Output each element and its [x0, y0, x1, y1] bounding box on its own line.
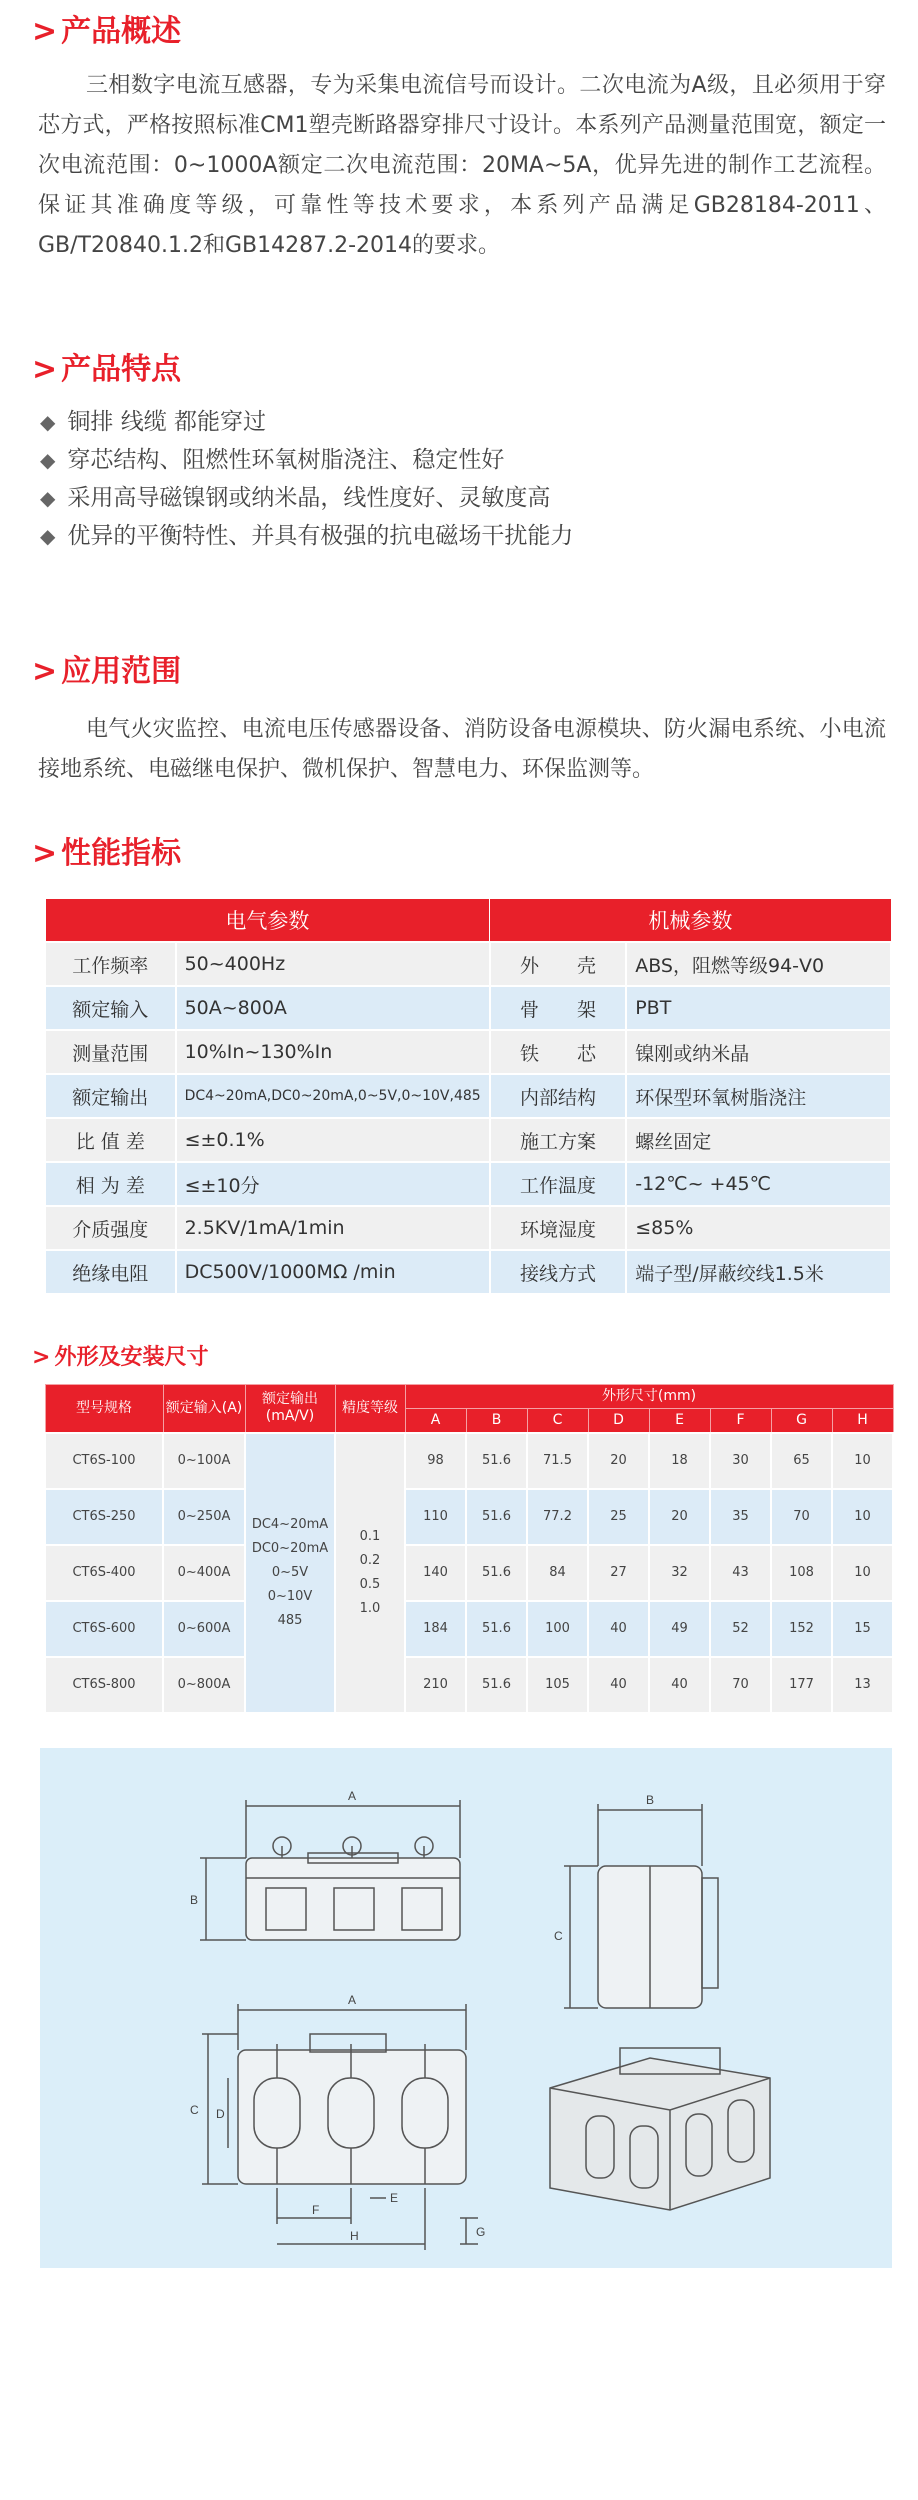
label-a-bottom: A	[348, 1993, 357, 2007]
table-row: CT6S-400 0~400A 140 51.6 84 27 32 43 108 10	[45, 1545, 893, 1601]
table-row: CT6S-100 0~100A DC4~20mA DC0~20mA 0~5V 0~10V 485 0.1 0.2 0.5 1.0 98 51.6 71.5 20 18 30 65 10	[45, 1433, 893, 1489]
table-row: 相 为 差 ≤±10分 工作温度 -12℃~ +45℃	[45, 1162, 891, 1206]
label-h: H	[350, 2229, 359, 2243]
header-model: 型号规格	[45, 1385, 163, 1433]
dimensions-title: > 外形及安装尺寸	[32, 1345, 209, 1370]
features-list	[40, 403, 880, 555]
header-accuracy: 精度等级	[335, 1385, 405, 1433]
table-row: 测量范围 10%In~130%In 铁 芯 镍刚或纳米晶	[45, 1030, 891, 1074]
header-input: 额定输入(A)	[163, 1385, 245, 1433]
application-title: > 应用范围	[32, 654, 182, 689]
features-title: > 产品特点	[32, 352, 182, 387]
label-b: B	[190, 1893, 199, 1907]
overview-title: > 产品概述	[32, 14, 182, 49]
mechanical-header: 机械参数	[490, 899, 891, 943]
accuracy-values: 0.1 0.2 0.5 1.0	[335, 1433, 405, 1713]
overview-text: 三相数字电流互感器，专为采集电流信号而设计。二次电流为A级，且必须用于穿芯方式，严格按照标准CM1塑壳断路器穿排尺寸设计。本系列产品测量范围宽，额定一次电流范围：0~1000A额定二次电流范围：20MA~5A，优异先进的制作工艺流程。保证其准确度等级，可靠性等技术要求，本系列产品满足GB28184-2011、GB/T20840.1.2和GB14287.2-2014的要求。	[38, 73, 886, 258]
performance-table	[44, 898, 892, 1295]
table-row: CT6S-600 0~600A 184 51.6 100 40 49 52 152 15	[45, 1601, 893, 1657]
label-c-side: C	[554, 1929, 563, 1943]
label-e: E	[390, 2191, 399, 2205]
table-row: 绝缘电阻 DC500V/1000MΩ /min 接线方式 端子型/屏蔽绞线1.5米	[45, 1250, 891, 1294]
technical-drawing	[40, 1748, 892, 2268]
label-b-side: B	[646, 1793, 655, 1807]
dimensions-table: 型号规格 额定输入(A) 额定输出(mA/V) 精度等级 外形尺寸(mm) A B C D E F G H CT6S-100 0~100A DC4~20mA DC0~20mA 0~5V 0~10V 485 0.1 0.2 0.5 1.0 98 51.6 71.5 20 18 30 65 10 CT6S-250 0~250A 110 51.6 77.2 25 20 35 70 10 CT6S-400 0~400A 140 51.6 84 27 32 43 108 10 CT6S-600 0~600A 184 51.6 100 40 49 52 152 15 CT6S-800 0~800A 210 51.6 105 40 40 70 177 13	[44, 1384, 894, 1714]
label-g: G	[476, 2225, 486, 2239]
table-row: 工作频率 50~400Hz 外 壳 ABS，阻燃等级94-V0	[45, 942, 891, 986]
diamond-icon: ◆	[40, 524, 56, 548]
table-row: 额定输出 DC4~20mA,DC0~20mA,0~5V,0~10V,485 内部结构 环保型环氧树脂浇注	[45, 1074, 891, 1118]
label-d: D	[216, 2107, 225, 2121]
electrical-header: 电气参数	[45, 899, 490, 943]
diamond-icon: ◆	[40, 448, 56, 472]
table-row: CT6S-250 0~250A 110 51.6 77.2 25 20 35 70 10	[45, 1489, 893, 1545]
table-row: 额定输入 50A~800A 骨 架 PBT	[45, 986, 891, 1030]
diamond-icon: ◆	[40, 486, 56, 510]
table-row: 介质强度 2.5KV/1mA/1min 环境湿度 ≤85%	[45, 1206, 891, 1250]
output-values: DC4~20mA DC0~20mA 0~5V 0~10V 485	[245, 1433, 335, 1713]
header-size: 外形尺寸(mm)	[405, 1385, 893, 1409]
performance-title: > 性能指标	[32, 836, 182, 871]
list-item: ◆ 穿芯结构、阻燃性环氧树脂浇注、稳定性好	[40, 447, 505, 473]
table-row: CT6S-800 0~800A 210 51.6 105 40 40 70 177 13	[45, 1657, 893, 1713]
list-item: ◆ 铜排 线缆 都能穿过	[40, 409, 267, 435]
label-f: F	[312, 2203, 320, 2217]
drawing-svg	[40, 1748, 892, 2268]
list-item: ◆ 优异的平衡特性、并具有极强的抗电磁场干扰能力	[40, 523, 574, 549]
table-row: 比 值 差 ≤±0.1% 施工方案 螺丝固定	[45, 1118, 891, 1162]
diamond-icon: ◆	[40, 410, 56, 434]
label-a-top: A	[348, 1789, 357, 1803]
label-c: C	[190, 2103, 199, 2117]
list-item: ◆ 采用高导磁镍钢或纳米晶，线性度好、灵敏度高	[40, 485, 551, 511]
header-output: 额定输出(mA/V)	[245, 1385, 335, 1433]
application-text: 电气火灾监控、电流电压传感器设备、消防设备电源模块、防火漏电系统、小电流接地系统、电磁继电保护、微机保护、智慧电力、环保监测等。	[38, 717, 886, 782]
